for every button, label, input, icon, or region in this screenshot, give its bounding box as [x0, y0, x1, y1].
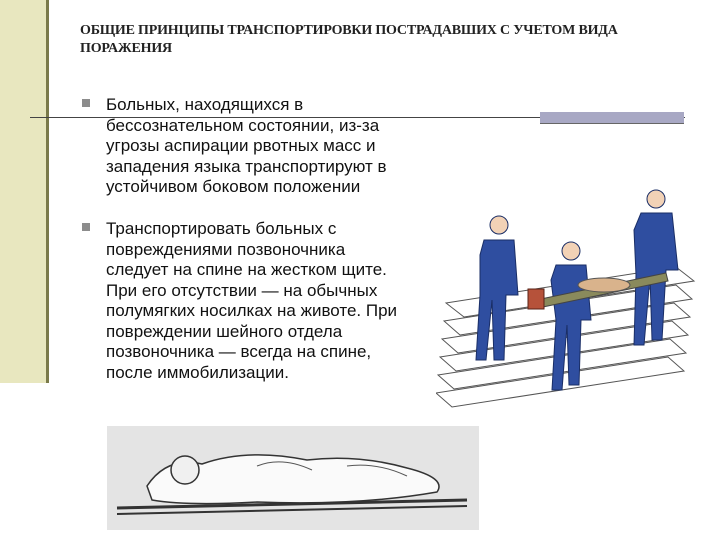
patient-on-stretcher-illustration [107, 426, 479, 530]
slide-title: ОБЩИЕ ПРИНЦИПЫ ТРАНСПОРТИРОВКИ ПОСТРАДАВШИХ С УЧЕТОМ ВИДА ПОРАЖЕНИЯ [80, 23, 618, 56]
bullet-text-unconscious: Больных, находящихся в бессознательном состоянии, из-за угрозы аспирации рвотных масс и западения языка транспортируют в устойчивом боковом положении [106, 95, 387, 196]
left-accent-band [0, 0, 46, 383]
bullet-marker [82, 223, 90, 231]
bullet-marker [82, 99, 90, 107]
bullet-text-spine: Транспортировать больных с повреждениями позвоночника следует на спине на жестком щите. При его отсутствии — на обычных полумягких носилках на животе. При повреждении шейного отдела позвоночника — всегда на спине, после иммобилизации. [106, 219, 398, 382]
title-divider-block [540, 112, 684, 124]
rescuers-stretcher-illustration [436, 185, 698, 425]
left-accent-edge [46, 0, 49, 383]
